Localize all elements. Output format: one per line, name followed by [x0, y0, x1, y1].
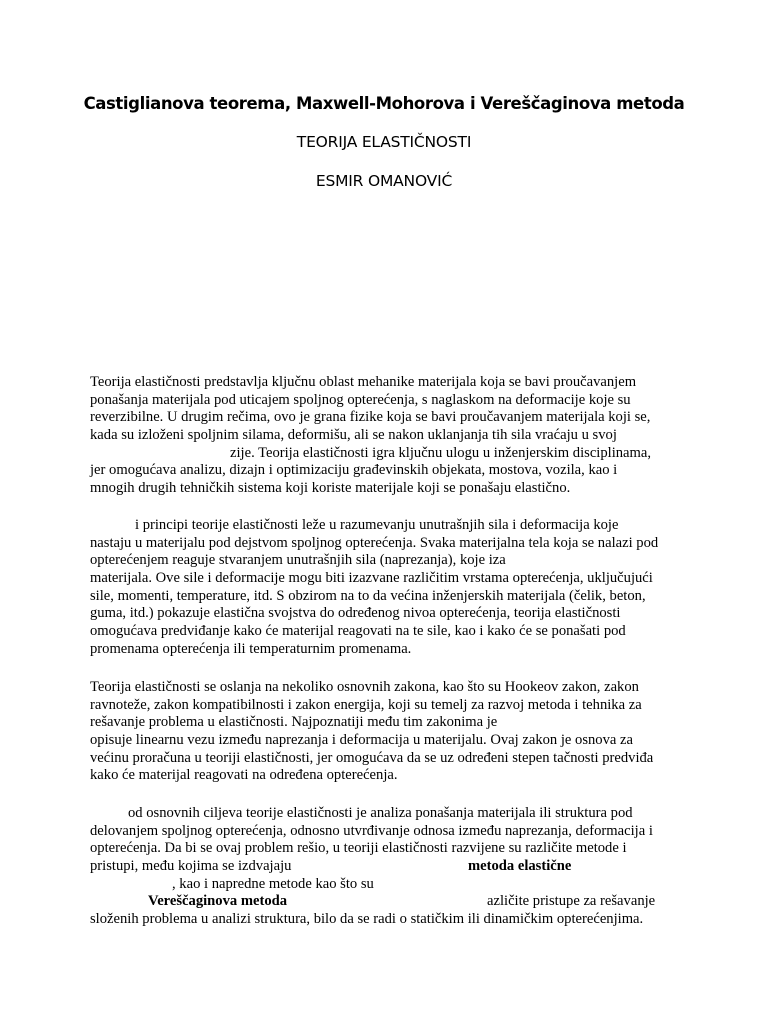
- paragraph-line: Teorija elastičnosti se oslanja na nekoliko osnovnih zakona, kao što su Hookeov zakon, zakon: [90, 679, 639, 695]
- paragraph-line: [90, 893, 680, 911]
- paragraph-line: složenih problema u analizi struktura, bilo da se radi o statičkim ili dinamičkim opterećenjima.: [90, 911, 644, 928]
- paragraph-line: zije. Teorija elastičnosti igra ključnu ulogu u inženjerskim disciplinama,: [230, 444, 652, 461]
- paragraph-line: , kao i napredne metode kao što su: [172, 875, 374, 892]
- bold-term: metoda elastične: [468, 858, 572, 875]
- paragraph-line: Teorija elastičnosti predstavlja ključnu oblast mehanike materijala koja se bavi proučavanjem: [90, 374, 637, 390]
- paragraph-line: mnogih drugih tehničkih sistema koji koriste materijale koji se ponašaju elastično.: [90, 480, 571, 497]
- paragraph-line: opisuje linearnu vezu između naprezanja i deformacija u materijalu. Ovaj zakon je osnova za: [90, 732, 633, 749]
- paragraph-laws: [90, 679, 680, 785]
- paragraph-line: ponašanja materijala pod uticajem spoljnog opterećenja, s naglaskom na deformacije koje su: [90, 391, 631, 408]
- paragraph-line: kako će materijal reagovati na određena opterećenja.: [90, 767, 398, 784]
- paragraph-line: promenama opterećenja ili temperaturnim promenama.: [90, 640, 412, 657]
- paragraph-line: opterećenja. Da bi se ovaj problem rešio, u teoriji elastičnosti razvijene su različite metode i: [90, 840, 627, 857]
- paragraph-line: opterećenjem reaguje stvaranjem unutrašnjih sila (naprezanja), koje iza: [90, 552, 506, 569]
- paragraph-methods: [90, 805, 680, 929]
- paragraph-line: sile, momenti, temperature, itd. S obzirom na to da većina inženjerskih materijala (čelik, beton,: [90, 587, 646, 604]
- paragraph-line: nastaju u materijalu pod dejstvom spoljnog opterećenja. Svaka materijalna tela koja se nalazi pod: [90, 534, 659, 551]
- paragraph-line: omogućava predviđanje kako će materijal reagovati na te sile, kao i kako će se ponašati pod: [90, 623, 626, 640]
- paragraph-line: rešavanje problema u elastičnosti. Najpoznatiji među tim zakonima je: [90, 714, 498, 731]
- paragraph-line: većinu proračuna u teoriji elastičnosti, jer omogućava da se uz određeni stepen tačnosti predviđa: [90, 749, 654, 766]
- paragraph-line: kada su izloženi spoljnim silama, deformišu, ali se nakon uklanjanja tih sila vraćaju u svoj: [90, 427, 617, 444]
- paragraph-line: materijala. Ove sile i deformacije mogu biti izazvane različitim vrstama opterećenja, uključujući: [90, 570, 653, 587]
- paragraph-line: reverzibilne. U drugim rečima, ovo je grana fizike koja se bavi proučavanjem materijala koji se,: [90, 409, 651, 426]
- paragraph-line: jer omogućava analizu, dizajn i optimizaciju građevinskih objekata, mostova, vozila, kao i: [90, 462, 618, 479]
- paragraph-line: i principi teorije elastičnosti leže u razumevanju unutrašnjih sila i deformacija koje: [135, 517, 619, 533]
- paragraph-line: delovanjem spoljnog opterećenja, odnosno utvrđivanje odnosa između naprezanja, deformacija i: [90, 822, 653, 839]
- paragraph-line: [90, 858, 680, 876]
- paragraph-line: od osnovnih ciljeva teorije elastičnosti je analiza ponašanja materijala ili struktura pod: [128, 805, 633, 821]
- paragraph-principles: [90, 517, 680, 659]
- document-title: Castiglianova teorema, Maxwell-Mohorova i Vereščaginova metoda: [83, 94, 685, 113]
- paragraph-text: azličite pristupe za rešavanje: [487, 893, 656, 910]
- paragraph-text: pristupi, među kojima se izdvajaju: [90, 858, 292, 875]
- paragraph-line: ravnoteže, zakon kompatibilnosti i zakon energija, koji su temelj za razvoj metoda i tehnika za: [90, 696, 642, 713]
- document-subtitle: TEORIJA ELASTIČNOSTI: [296, 133, 472, 151]
- paragraph-line: guma, itd.) pokazuje elastična svojstva do određenog nivoa opterećenja, teorija elastičnosti: [90, 605, 621, 622]
- bold-term: Vereščaginova metoda: [148, 893, 288, 910]
- paragraph-intro: [90, 374, 680, 498]
- document-author: ESMIR OMANOVIĆ: [315, 172, 453, 190]
